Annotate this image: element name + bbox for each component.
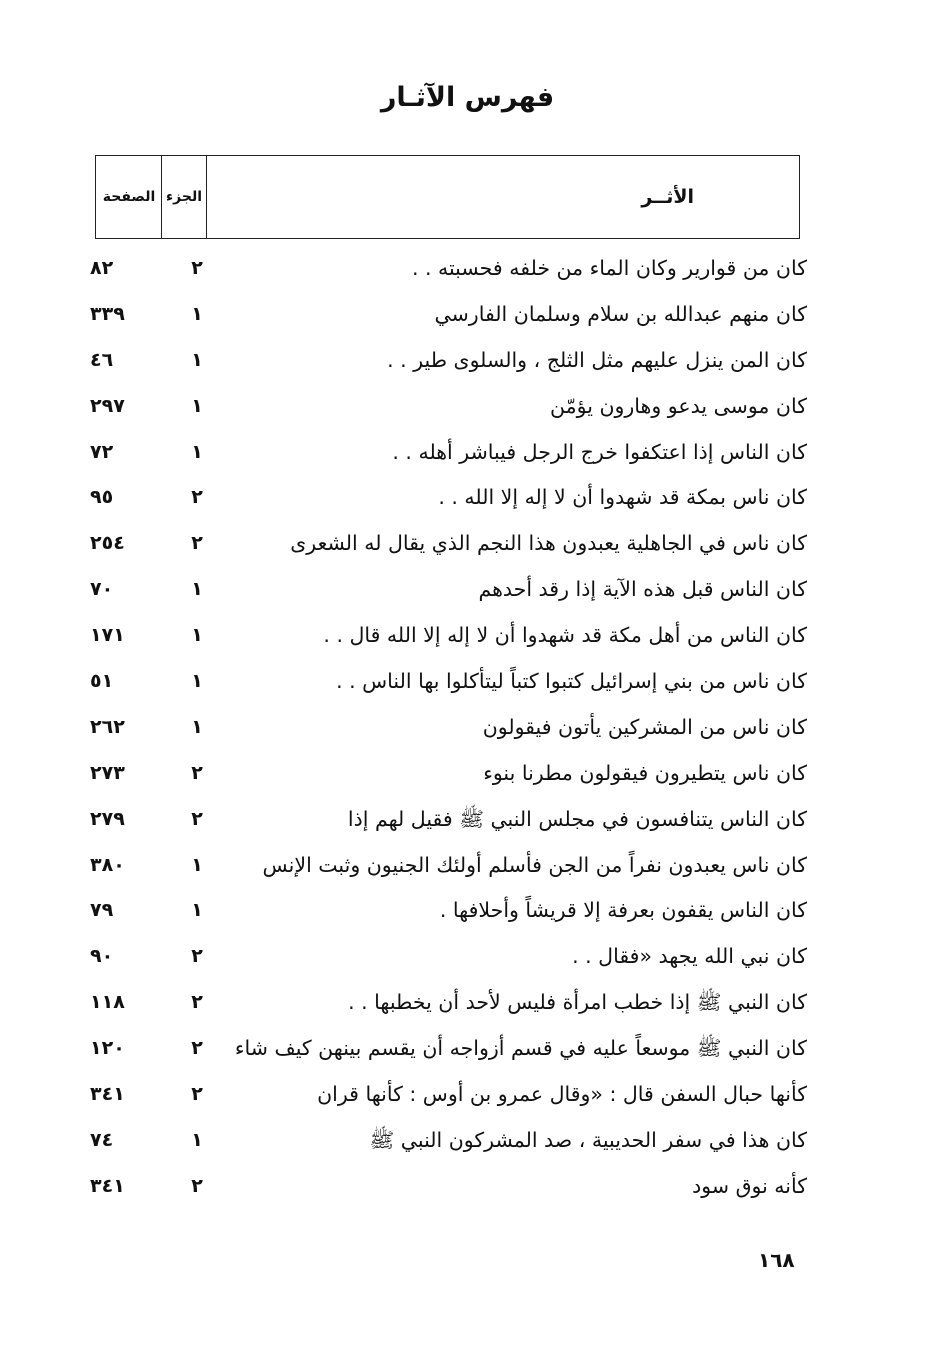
- header-juz: الجزء: [161, 156, 206, 238]
- table-row: [90, 613, 807, 659]
- juz-number: ١: [191, 624, 203, 647]
- athar-text: كان ناس يعبدون نفراً من الجن فأسلم أولئك الجنيون وثبت الإنس: [262, 852, 807, 877]
- page-number: ٣٨٠: [90, 853, 125, 876]
- table-row: [90, 521, 807, 567]
- athar-text: كان النبي ﷺ موسعاً عليه في قسم أزواجه أن يقسم بينهن كيف شاء: [234, 1036, 807, 1061]
- table-row: [90, 751, 807, 797]
- juz-number: ١: [191, 440, 203, 463]
- juz-number: ١: [191, 670, 203, 693]
- table-row: [90, 292, 807, 338]
- juz-number: ٢: [191, 761, 203, 784]
- athar-text: كان نبي الله يجهد «فقال . .: [572, 944, 807, 969]
- athar-text: كان ناس في الجاهلية يعبدون هذا النجم الذي يقال له الشعرى: [290, 531, 807, 556]
- athar-text: كان الناس قبل هذه الآية إذا رقد أحدهم: [478, 577, 807, 602]
- juz-number: ٢: [191, 1037, 203, 1060]
- table-row: [90, 888, 807, 934]
- table-row: [90, 980, 807, 1026]
- header-page: الصفحة: [102, 189, 156, 205]
- juz-number: ٢: [191, 807, 203, 830]
- table-row: [90, 338, 807, 384]
- table-row: [90, 659, 807, 705]
- page-number: ٣٤١: [90, 1174, 125, 1197]
- table-row: [90, 430, 807, 476]
- table-row: [90, 384, 807, 430]
- athar-text: كان موسى يدعو وهارون يؤمّن: [550, 393, 807, 418]
- athar-text: كأنه نوق سود: [692, 1173, 807, 1198]
- juz-number: ١: [191, 302, 203, 325]
- page-number: ٢٧٩: [90, 807, 125, 830]
- juz-number: ٢: [191, 257, 203, 279]
- page-title: فهرس الآثـار: [380, 82, 555, 113]
- index-table-body: [90, 246, 807, 1210]
- page-number: ٢٩٧: [90, 394, 125, 417]
- athar-text: كأنها حبال السفن قال : «وقال عمرو بن أوس : كأنها قران: [317, 1082, 807, 1107]
- juz-number: ٢: [191, 1174, 203, 1197]
- page-number: ٥١: [90, 670, 114, 693]
- page-number: ٧٩: [90, 899, 114, 922]
- page-number: ٣٤١: [90, 1083, 125, 1106]
- page-number: ٧٠: [90, 578, 114, 601]
- athar-text: كان النبي ﷺ إذا خطب امرأة فليس لأحد أن يخطبها . .: [348, 990, 807, 1015]
- juz-number: ١: [191, 578, 203, 601]
- page-number: ٢٦٢: [90, 715, 125, 738]
- page-number: ٤٦: [90, 348, 114, 371]
- juz-number: ٢: [191, 486, 203, 509]
- athar-text: كان ناس بمكة قد شهدوا أن لا إله إلا الله . .: [438, 485, 807, 510]
- athar-text: كان الناس يتنافسون في مجلس النبي ﷺ فقيل لهم إذا: [347, 806, 807, 831]
- table-row: [90, 1164, 807, 1210]
- juz-number: ١: [191, 394, 203, 417]
- juz-number: ١: [191, 715, 203, 738]
- table-row: [90, 934, 807, 980]
- table-row: [90, 475, 807, 521]
- page-number: ٨٢: [90, 257, 114, 279]
- athar-text: كان ناس يتطيرون فيقولون مطرنا بنوء: [483, 760, 807, 785]
- juz-number: ٢: [191, 532, 203, 555]
- athar-text: كان ناس من المشركين يأتون فيقولون: [482, 714, 807, 739]
- footer-page-number: ١٦٨: [758, 1248, 795, 1272]
- table-row: [90, 567, 807, 613]
- page-number: ٧٤: [90, 1128, 114, 1151]
- athar-text: كان الناس يقفون بعرفة إلا قريشاً وأحلافها .: [439, 898, 807, 923]
- juz-number: ١: [191, 899, 203, 922]
- table-row: [90, 843, 807, 889]
- juz-number: ١: [191, 1128, 203, 1151]
- table-header: [95, 155, 800, 239]
- page-number: ١٧١: [90, 624, 125, 647]
- juz-number: ٢: [191, 991, 203, 1014]
- table-row: [90, 1026, 807, 1072]
- athar-text: كان من قوارير وكان الماء من خلفه فحسبته . .: [411, 256, 807, 280]
- athar-text: كان هذا في سفر الحديبية ، صد المشركون النبي ﷺ: [369, 1127, 807, 1152]
- athar-text: كان منهم عبدالله بن سلام وسلمان الفارسي: [434, 301, 807, 326]
- page-number: ٩٥: [90, 486, 114, 509]
- table-row: [90, 705, 807, 751]
- page-number: ١١٨: [90, 991, 125, 1014]
- page-number: ٢٥٤: [90, 532, 125, 555]
- page-number: ١٢٠: [90, 1037, 125, 1060]
- page-number: ٧٢: [90, 440, 114, 463]
- page-number: ٢٧٣: [90, 761, 125, 784]
- header-athar: الأثــر: [206, 156, 799, 238]
- athar-text: كان الناس من أهل مكة قد شهدوا أن لا إله إلا الله قال . .: [323, 623, 807, 648]
- athar-text: كان الناس إذا اعتكفوا خرج الرجل فيباشر أهله . .: [392, 439, 807, 464]
- table-row: [90, 1072, 807, 1118]
- table-row: [90, 246, 807, 292]
- table-row: [90, 1118, 807, 1164]
- juz-number: ١: [191, 853, 203, 876]
- page-number: ٣٣٩: [90, 302, 125, 325]
- juz-number: ١: [191, 348, 203, 371]
- page-number: ٩٠: [90, 945, 114, 968]
- athar-text: كان المن ينزل عليهم مثل الثلج ، والسلوى طير . .: [387, 347, 807, 372]
- juz-number: ٢: [191, 1083, 203, 1106]
- athar-text: كان ناس من بني إسرائيل كتبوا كتباً ليتأكلوا بها الناس . .: [336, 669, 807, 694]
- table-row: [90, 797, 807, 843]
- juz-number: ٢: [191, 945, 203, 968]
